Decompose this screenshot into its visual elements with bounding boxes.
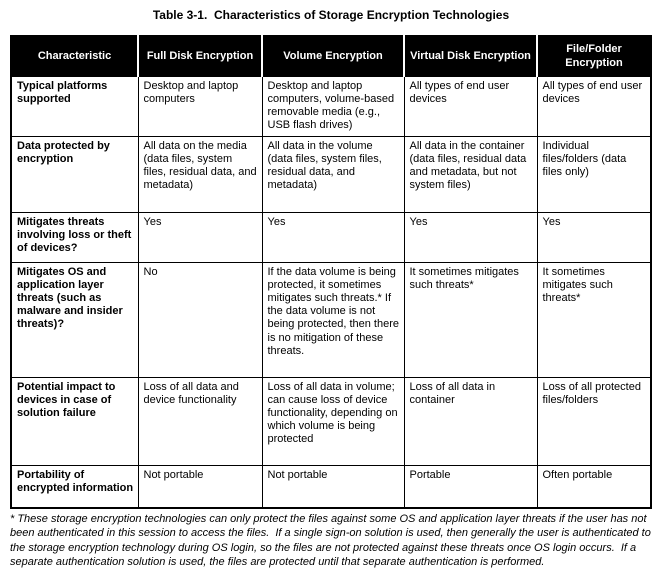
table-row-portability <box>11 465 651 508</box>
table-cell: Loss of all data in container <box>404 377 537 465</box>
table-cell: Yes <box>537 212 651 262</box>
table-cell: Yes <box>262 212 404 262</box>
table-cell: Loss of all protected files/folders <box>537 377 651 465</box>
column-header-volume-encryption: Volume Encryption <box>262 36 404 76</box>
table-cell: All types of end user devices <box>404 76 537 136</box>
storage-encryption-characteristics-table <box>10 35 652 509</box>
table-cell: Yes <box>138 212 262 262</box>
table-cell: If the data volume is being protected, it sometimes mitigates such threats.* If the data volume is not being protected, then there is no mitigation of these threats. <box>262 262 404 377</box>
table-cell: Loss of all data in volume; can cause loss of device functionality, depending on which volume is being protected <box>262 377 404 465</box>
table-cell: Not portable <box>138 465 262 508</box>
table-cell: It sometimes mitigates such threats* <box>537 262 651 377</box>
column-header-file-folder-encryption: File/Folder Encryption <box>537 36 651 76</box>
table-footnote: * These storage encryption technologies can only protect the files against some OS and application layer threats if the user has not been authenticated in this session to access the files. If a single sign-on solution is used, then generally the user is authenticated to the storage encryption technology during OS login, so the files are not protected against these threats once OS login occurs. If a separate authentication solution is used, the files are protected until that separate authentication is performed. <box>10 513 654 569</box>
row-label: Potential impact to devices in case of solution failure <box>11 377 138 465</box>
table-row-mitigates-os-app-threats <box>11 262 651 377</box>
table-row-mitigates-loss-theft <box>11 212 651 262</box>
table-cell: All data in the volume (data files, system files, residual data, and metadata) <box>262 136 404 212</box>
table-row-data-protected <box>11 136 651 212</box>
table-cell: It sometimes mitigates such threats* <box>404 262 537 377</box>
row-label: Data protected by encryption <box>11 136 138 212</box>
table-title: Table 3-1. Characteristics of Storage Encryption Technologies <box>152 8 510 22</box>
table-cell: Not portable <box>262 465 404 508</box>
row-label: Typical platforms supported <box>11 76 138 136</box>
table-cell: Often portable <box>537 465 651 508</box>
column-header-full-disk-encryption: Full Disk Encryption <box>138 36 262 76</box>
table-header-row <box>11 36 651 76</box>
table-cell: Portable <box>404 465 537 508</box>
table-cell: No <box>138 262 262 377</box>
table-cell: Yes <box>404 212 537 262</box>
table-cell: Individual files/folders (data files only) <box>537 136 651 212</box>
table-cell: All data in the container (data files, residual data and metadata, but not system files) <box>404 136 537 212</box>
column-header-virtual-disk-encryption: Virtual Disk Encryption <box>404 36 537 76</box>
table-row-potential-impact <box>11 377 651 465</box>
table-row-typical-platforms <box>11 76 651 136</box>
column-header-characteristic: Characteristic <box>11 36 138 76</box>
table-cell: All data on the media (data files, system files, residual data, and metadata) <box>138 136 262 212</box>
table-cell: Desktop and laptop computers <box>138 76 262 136</box>
row-label: Portability of encrypted information <box>11 465 138 508</box>
table-cell: Loss of all data and device functionality <box>138 377 262 465</box>
table-cell: All types of end user devices <box>537 76 651 136</box>
row-label: Mitigates OS and application layer threats (such as malware and insider threats)? <box>11 262 138 377</box>
table-cell: Desktop and laptop computers, volume-based removable media (e.g., USB flash drives) <box>262 76 404 136</box>
row-label: Mitigates threats involving loss or theft of devices? <box>11 212 138 262</box>
